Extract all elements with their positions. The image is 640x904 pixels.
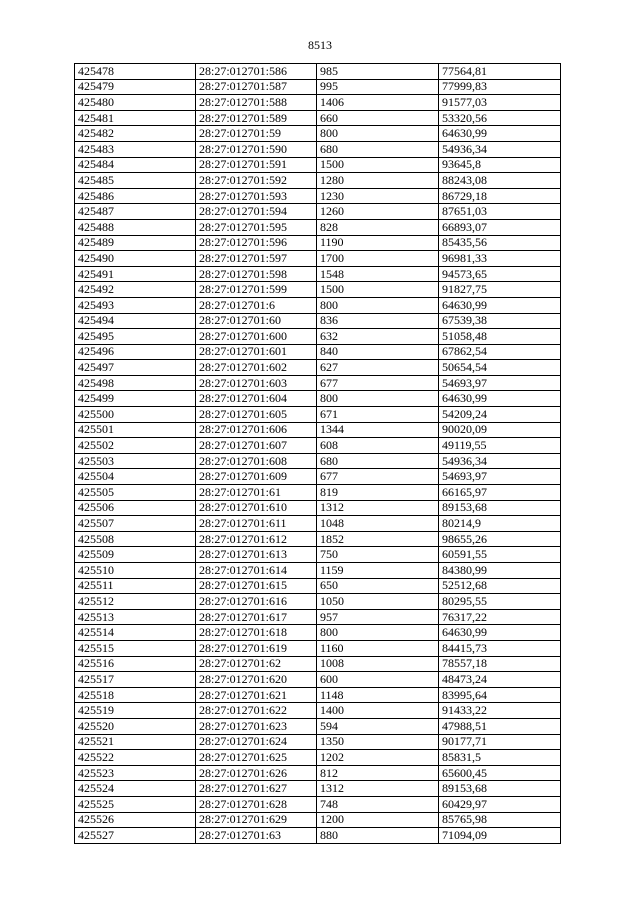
record-number-cell: 425485: [75, 173, 196, 189]
value-cell: 91433,22: [439, 703, 561, 719]
table-row: [75, 734, 561, 750]
area-cell: 985: [317, 64, 439, 80]
area-cell: 1202: [317, 750, 439, 766]
cadastral-number-cell: 28:27:012701:609: [196, 469, 317, 485]
record-number-cell: 425482: [75, 126, 196, 142]
area-cell: 594: [317, 718, 439, 734]
table-row: [75, 718, 561, 734]
cadastral-number-cell: 28:27:012701:625: [196, 750, 317, 766]
cadastral-number-cell: 28:27:012701:597: [196, 251, 317, 267]
area-cell: 677: [317, 469, 439, 485]
record-number-cell: 425479: [75, 79, 196, 95]
area-cell: 828: [317, 219, 439, 235]
table-row: [75, 79, 561, 95]
record-number-cell: 425493: [75, 297, 196, 313]
cadastral-number-cell: 28:27:012701:588: [196, 95, 317, 111]
table-row: [75, 672, 561, 688]
record-number-cell: 425520: [75, 718, 196, 734]
cadastral-number-cell: 28:27:012701:589: [196, 110, 317, 126]
cadastral-number-cell: 28:27:012701:617: [196, 609, 317, 625]
area-cell: 957: [317, 609, 439, 625]
value-cell: 67862,54: [439, 344, 561, 360]
area-cell: 608: [317, 438, 439, 454]
area-cell: 680: [317, 453, 439, 469]
record-number-cell: 425492: [75, 282, 196, 298]
record-number-cell: 425524: [75, 781, 196, 797]
cadastral-number-cell: 28:27:012701:586: [196, 64, 317, 80]
value-cell: 67539,38: [439, 313, 561, 329]
table-row: [75, 344, 561, 360]
area-cell: 800: [317, 625, 439, 641]
value-cell: 96981,33: [439, 251, 561, 267]
record-number-cell: 425519: [75, 703, 196, 719]
table-row: [75, 578, 561, 594]
area-cell: 677: [317, 375, 439, 391]
value-cell: 90177,71: [439, 734, 561, 750]
value-cell: 52512,68: [439, 578, 561, 594]
area-cell: 1159: [317, 563, 439, 579]
record-number-cell: 425512: [75, 594, 196, 610]
value-cell: 91827,75: [439, 282, 561, 298]
cadastral-number-cell: 28:27:012701:603: [196, 375, 317, 391]
area-cell: 1500: [317, 157, 439, 173]
cadastral-number-cell: 28:27:012701:606: [196, 422, 317, 438]
cadastral-number-cell: 28:27:012701:591: [196, 157, 317, 173]
area-cell: 671: [317, 407, 439, 423]
area-cell: 750: [317, 547, 439, 563]
cadastral-number-cell: 28:27:012701:615: [196, 578, 317, 594]
cadastral-number-cell: 28:27:012701:599: [196, 282, 317, 298]
table-row: [75, 126, 561, 142]
value-cell: 91577,03: [439, 95, 561, 111]
table-row: [75, 812, 561, 828]
record-number-cell: 425506: [75, 500, 196, 516]
record-number-cell: 425513: [75, 609, 196, 625]
area-cell: 1230: [317, 188, 439, 204]
record-number-cell: 425484: [75, 157, 196, 173]
cadastral-number-cell: 28:27:012701:624: [196, 734, 317, 750]
area-cell: 748: [317, 796, 439, 812]
area-cell: 819: [317, 485, 439, 501]
record-number-cell: 425509: [75, 547, 196, 563]
record-number-cell: 425517: [75, 672, 196, 688]
record-number-cell: 425499: [75, 391, 196, 407]
table-row: [75, 609, 561, 625]
table-row: [75, 796, 561, 812]
cadastral-number-cell: 28:27:012701:614: [196, 563, 317, 579]
area-cell: 1700: [317, 251, 439, 267]
value-cell: 94573,65: [439, 266, 561, 282]
value-cell: 76317,22: [439, 609, 561, 625]
record-number-cell: 425481: [75, 110, 196, 126]
area-cell: 836: [317, 313, 439, 329]
value-cell: 49119,55: [439, 438, 561, 454]
cadastral-number-cell: 28:27:012701:595: [196, 219, 317, 235]
area-cell: 1148: [317, 687, 439, 703]
table-row: [75, 500, 561, 516]
area-cell: 660: [317, 110, 439, 126]
area-cell: 1260: [317, 204, 439, 220]
table-row: [75, 329, 561, 345]
value-cell: 90020,09: [439, 422, 561, 438]
cadastral-number-cell: 28:27:012701:604: [196, 391, 317, 407]
area-cell: 812: [317, 765, 439, 781]
table-row: [75, 188, 561, 204]
area-cell: 800: [317, 126, 439, 142]
value-cell: 54693,97: [439, 469, 561, 485]
cadastral-number-cell: 28:27:012701:612: [196, 531, 317, 547]
table-row: [75, 703, 561, 719]
value-cell: 85765,98: [439, 812, 561, 828]
area-cell: 840: [317, 344, 439, 360]
value-cell: 47988,51: [439, 718, 561, 734]
record-number-cell: 425497: [75, 360, 196, 376]
area-cell: 1312: [317, 781, 439, 797]
area-cell: 1008: [317, 656, 439, 672]
table-row: [75, 453, 561, 469]
record-number-cell: 425495: [75, 329, 196, 345]
record-number-cell: 425498: [75, 375, 196, 391]
record-number-cell: 425521: [75, 734, 196, 750]
area-cell: 1852: [317, 531, 439, 547]
value-cell: 64630,99: [439, 126, 561, 142]
table-row: [75, 360, 561, 376]
cadastral-number-cell: 28:27:012701:628: [196, 796, 317, 812]
record-number-cell: 425486: [75, 188, 196, 204]
table-row: [75, 594, 561, 610]
value-cell: 71094,09: [439, 828, 561, 844]
value-cell: 84415,73: [439, 640, 561, 656]
cadastral-number-cell: 28:27:012701:592: [196, 173, 317, 189]
cadastral-number-cell: 28:27:012701:60: [196, 313, 317, 329]
value-cell: 60429,97: [439, 796, 561, 812]
table-row: [75, 531, 561, 547]
table-row: [75, 765, 561, 781]
value-cell: 87651,03: [439, 204, 561, 220]
cadastral-number-cell: 28:27:012701:605: [196, 407, 317, 423]
value-cell: 53320,56: [439, 110, 561, 126]
value-cell: 84380,99: [439, 563, 561, 579]
record-number-cell: 425515: [75, 640, 196, 656]
cadastral-number-cell: 28:27:012701:623: [196, 718, 317, 734]
record-number-cell: 425516: [75, 656, 196, 672]
cadastral-number-cell: 28:27:012701:619: [196, 640, 317, 656]
table-row: [75, 95, 561, 111]
record-number-cell: 425504: [75, 469, 196, 485]
value-cell: 51058,48: [439, 329, 561, 345]
cadastral-number-cell: 28:27:012701:602: [196, 360, 317, 376]
area-cell: 1050: [317, 594, 439, 610]
table-row: [75, 141, 561, 157]
table-row: [75, 297, 561, 313]
record-number-cell: 425503: [75, 453, 196, 469]
cadastral-number-cell: 28:27:012701:618: [196, 625, 317, 641]
table-row: [75, 625, 561, 641]
cadastral-number-cell: 28:27:012701:622: [196, 703, 317, 719]
table-row: [75, 204, 561, 220]
area-cell: 632: [317, 329, 439, 345]
value-cell: 89153,68: [439, 781, 561, 797]
record-number-cell: 425511: [75, 578, 196, 594]
value-cell: 50654,54: [439, 360, 561, 376]
value-cell: 66893,07: [439, 219, 561, 235]
table-row: [75, 687, 561, 703]
cadastral-number-cell: 28:27:012701:594: [196, 204, 317, 220]
area-cell: 1048: [317, 516, 439, 532]
table-row: [75, 547, 561, 563]
table-row: [75, 781, 561, 797]
cadastral-number-cell: 28:27:012701:598: [196, 266, 317, 282]
value-cell: 64630,99: [439, 297, 561, 313]
area-cell: 1500: [317, 282, 439, 298]
record-number-cell: 425501: [75, 422, 196, 438]
registry-table: [74, 63, 561, 844]
cadastral-number-cell: 28:27:012701:611: [196, 516, 317, 532]
record-number-cell: 425500: [75, 407, 196, 423]
record-number-cell: 425507: [75, 516, 196, 532]
value-cell: 93645,8: [439, 157, 561, 173]
area-cell: 1350: [317, 734, 439, 750]
value-cell: 65600,45: [439, 765, 561, 781]
value-cell: 83995,64: [439, 687, 561, 703]
area-cell: 1312: [317, 500, 439, 516]
cadastral-number-cell: 28:27:012701:593: [196, 188, 317, 204]
table-row: [75, 407, 561, 423]
table-row: [75, 438, 561, 454]
table-row: [75, 563, 561, 579]
cadastral-number-cell: 28:27:012701:590: [196, 141, 317, 157]
record-number-cell: 425488: [75, 219, 196, 235]
value-cell: 78557,18: [439, 656, 561, 672]
area-cell: 800: [317, 297, 439, 313]
area-cell: 995: [317, 79, 439, 95]
area-cell: 627: [317, 360, 439, 376]
record-number-cell: 425523: [75, 765, 196, 781]
cadastral-number-cell: 28:27:012701:59: [196, 126, 317, 142]
area-cell: 1548: [317, 266, 439, 282]
value-cell: 54209,24: [439, 407, 561, 423]
table-row: [75, 750, 561, 766]
cadastral-number-cell: 28:27:012701:63: [196, 828, 317, 844]
table-row: [75, 282, 561, 298]
area-cell: 800: [317, 391, 439, 407]
record-number-cell: 425494: [75, 313, 196, 329]
value-cell: 88243,08: [439, 173, 561, 189]
cadastral-number-cell: 28:27:012701:596: [196, 235, 317, 251]
value-cell: 48473,24: [439, 672, 561, 688]
cadastral-number-cell: 28:27:012701:6: [196, 297, 317, 313]
table-row: [75, 157, 561, 173]
table-row: [75, 64, 561, 80]
table-row: [75, 219, 561, 235]
cadastral-number-cell: 28:27:012701:629: [196, 812, 317, 828]
cadastral-number-cell: 28:27:012701:627: [196, 781, 317, 797]
record-number-cell: 425505: [75, 485, 196, 501]
value-cell: 54693,97: [439, 375, 561, 391]
area-cell: 1400: [317, 703, 439, 719]
table-row: [75, 391, 561, 407]
record-number-cell: 425522: [75, 750, 196, 766]
value-cell: 66165,97: [439, 485, 561, 501]
cadastral-number-cell: 28:27:012701:610: [196, 500, 317, 516]
area-cell: 1280: [317, 173, 439, 189]
table-row: [75, 640, 561, 656]
value-cell: 89153,68: [439, 500, 561, 516]
cadastral-number-cell: 28:27:012701:62: [196, 656, 317, 672]
value-cell: 98655,26: [439, 531, 561, 547]
area-cell: 1344: [317, 422, 439, 438]
cadastral-number-cell: 28:27:012701:61: [196, 485, 317, 501]
record-number-cell: 425483: [75, 141, 196, 157]
area-cell: 1160: [317, 640, 439, 656]
value-cell: 64630,99: [439, 391, 561, 407]
table-row: [75, 173, 561, 189]
record-number-cell: 425487: [75, 204, 196, 220]
record-number-cell: 425527: [75, 828, 196, 844]
record-number-cell: 425525: [75, 796, 196, 812]
cadastral-number-cell: 28:27:012701:607: [196, 438, 317, 454]
value-cell: 64630,99: [439, 625, 561, 641]
cadastral-number-cell: 28:27:012701:616: [196, 594, 317, 610]
record-number-cell: 425480: [75, 95, 196, 111]
area-cell: 600: [317, 672, 439, 688]
value-cell: 54936,34: [439, 141, 561, 157]
cadastral-number-cell: 28:27:012701:600: [196, 329, 317, 345]
table-row: [75, 422, 561, 438]
table-row: [75, 469, 561, 485]
area-cell: 1190: [317, 235, 439, 251]
table-row: [75, 266, 561, 282]
table-row: [75, 828, 561, 844]
table-row: [75, 375, 561, 391]
record-number-cell: 425490: [75, 251, 196, 267]
value-cell: 60591,55: [439, 547, 561, 563]
record-number-cell: 425526: [75, 812, 196, 828]
value-cell: 54936,34: [439, 453, 561, 469]
record-number-cell: 425508: [75, 531, 196, 547]
cadastral-number-cell: 28:27:012701:626: [196, 765, 317, 781]
table-row: [75, 516, 561, 532]
record-number-cell: 425502: [75, 438, 196, 454]
value-cell: 80295,55: [439, 594, 561, 610]
record-number-cell: 425514: [75, 625, 196, 641]
value-cell: 77564,81: [439, 64, 561, 80]
area-cell: 680: [317, 141, 439, 157]
record-number-cell: 425510: [75, 563, 196, 579]
table-row: [75, 656, 561, 672]
table-row: [75, 251, 561, 267]
value-cell: 85435,56: [439, 235, 561, 251]
record-number-cell: 425518: [75, 687, 196, 703]
value-cell: 80214,9: [439, 516, 561, 532]
cadastral-number-cell: 28:27:012701:620: [196, 672, 317, 688]
cadastral-number-cell: 28:27:012701:621: [196, 687, 317, 703]
table-row: [75, 110, 561, 126]
value-cell: 86729,18: [439, 188, 561, 204]
record-number-cell: 425496: [75, 344, 196, 360]
record-number-cell: 425489: [75, 235, 196, 251]
record-number-cell: 425478: [75, 64, 196, 80]
area-cell: 650: [317, 578, 439, 594]
cadastral-number-cell: 28:27:012701:608: [196, 453, 317, 469]
value-cell: 85831,5: [439, 750, 561, 766]
page-number: 8513: [308, 38, 332, 52]
area-cell: 880: [317, 828, 439, 844]
cadastral-number-cell: 28:27:012701:601: [196, 344, 317, 360]
table-row: [75, 313, 561, 329]
cadastral-number-cell: 28:27:012701:587: [196, 79, 317, 95]
registry-table-body: [75, 64, 561, 844]
record-number-cell: 425491: [75, 266, 196, 282]
area-cell: 1200: [317, 812, 439, 828]
table-row: [75, 235, 561, 251]
area-cell: 1406: [317, 95, 439, 111]
value-cell: 77999,83: [439, 79, 561, 95]
table-row: [75, 485, 561, 501]
cadastral-number-cell: 28:27:012701:613: [196, 547, 317, 563]
